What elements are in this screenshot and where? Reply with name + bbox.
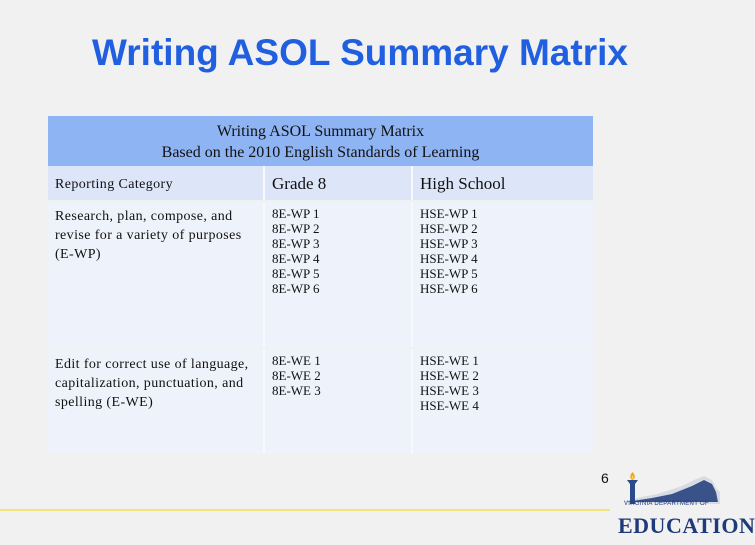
- standard-code: HSE-WE 3: [420, 383, 479, 398]
- standard-code: 8E-WP 1: [272, 206, 320, 221]
- table-row: [48, 349, 593, 454]
- standard-code: HSE-WE 1: [420, 353, 479, 368]
- standard-code: HSE-WE 4: [420, 398, 479, 413]
- standard-code: HSE-WP 4: [420, 251, 478, 266]
- standard-code: 8E-WE 3: [272, 383, 321, 398]
- standard-code: HSE-WE 2: [420, 368, 479, 383]
- summary-matrix-table: [48, 116, 593, 454]
- standard-code: 8E-WP 2: [272, 221, 320, 236]
- table-header: [48, 116, 593, 166]
- column-header-grade8: Grade 8: [272, 174, 327, 193]
- table-header-title: Writing ASOL Summary Matrix: [216, 123, 425, 140]
- standard-code: 8E-WP 3: [272, 236, 320, 251]
- column-header-row: [48, 166, 593, 200]
- standard-code: 8E-WP 5: [272, 266, 320, 281]
- standard-code: HSE-WP 6: [420, 281, 478, 296]
- slide-title: Writing ASOL Summary Matrix: [92, 32, 628, 73]
- grade8-cell: [265, 206, 411, 296]
- high-school-cell: [413, 353, 593, 413]
- category-cell: Edit for correct use of language, capitalization, punctuation, and spelling (E-WE): [55, 357, 249, 410]
- standard-code: 8E-WE 1: [272, 353, 321, 368]
- category-cell: Research, plan, compose, and revise for a variety of purposes (E-WP): [55, 209, 242, 262]
- standard-code: 8E-WP 6: [272, 281, 320, 296]
- column-header-high-school: High School: [420, 174, 506, 193]
- standard-code: HSE-WP 2: [420, 221, 478, 236]
- grade8-cell: [265, 353, 411, 398]
- standard-code: HSE-WP 5: [420, 266, 478, 281]
- logo-subtitle: VIRGINIA DEPARTMENT OF: [624, 501, 709, 507]
- high-school-cell: [413, 206, 593, 296]
- table-row: [48, 202, 593, 347]
- standard-code: HSE-WP 1: [420, 206, 478, 221]
- page-number: 6: [601, 470, 609, 486]
- column-header-category: Reporting Category: [55, 177, 174, 192]
- standard-code: HSE-WP 3: [420, 236, 478, 251]
- footer-divider: [0, 509, 610, 511]
- table-header-subtitle: Based on the 2010 English Standards of Learning: [161, 144, 480, 161]
- standard-code: 8E-WE 2: [272, 368, 321, 383]
- logo-name: EDUCATION: [618, 513, 755, 538]
- standard-code: 8E-WP 4: [272, 251, 320, 266]
